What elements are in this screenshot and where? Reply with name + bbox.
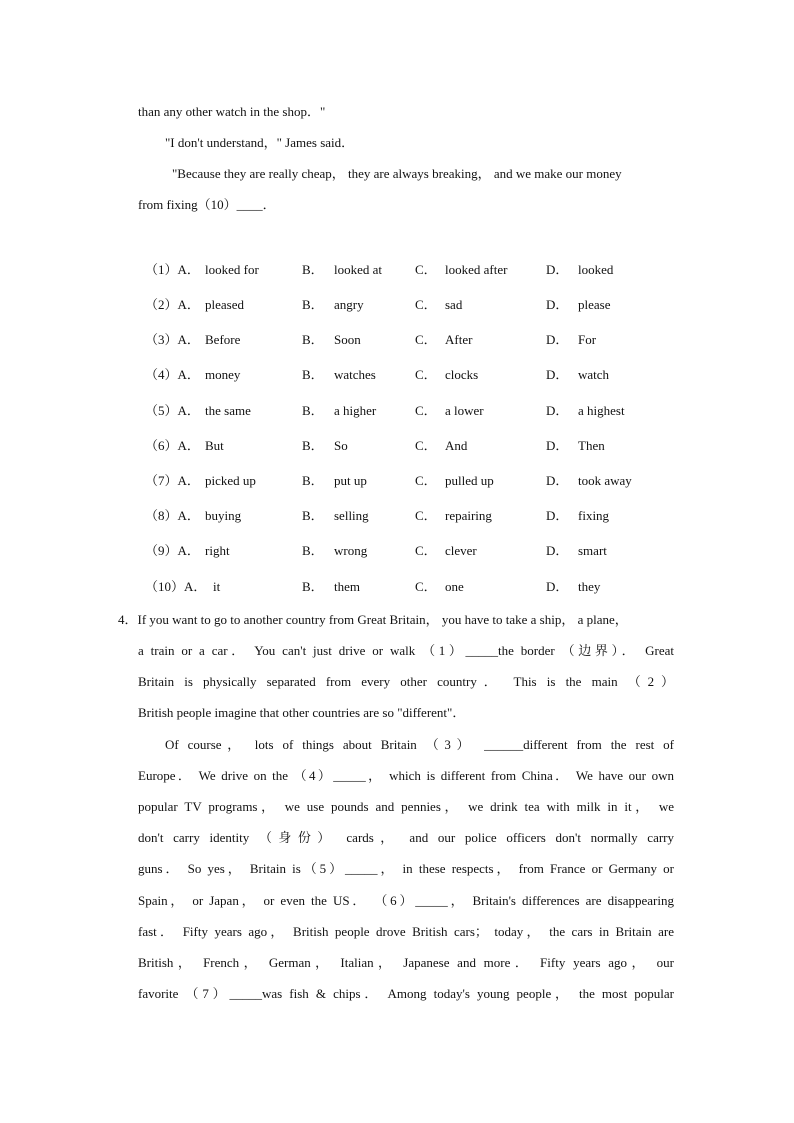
option-letter: C． — [415, 367, 437, 382]
option-text: repairing — [445, 508, 492, 523]
option-letter: D． — [546, 367, 569, 382]
option-text: money — [205, 367, 241, 382]
option-text: please — [578, 297, 611, 312]
story-line: "I don't understand，" James said． — [165, 135, 355, 150]
option-row — [145, 473, 705, 489]
option-letter: D． — [546, 473, 569, 488]
option-text: For — [578, 332, 597, 347]
option-row — [145, 332, 705, 348]
question-4-line: Spain， or Japan， or even the US． （6）_____， Britain's differences are disappearing — [138, 893, 674, 908]
option-text: looked for — [205, 262, 259, 277]
option-row — [145, 403, 705, 419]
option-letter: D． — [546, 438, 569, 453]
option-number: （2）A． — [145, 297, 200, 312]
option-letter: B． — [302, 367, 324, 382]
option-text: a lower — [445, 403, 484, 418]
story-line: from fixing（10）____． — [138, 197, 276, 212]
option-letter: D． — [546, 543, 569, 558]
option-letter: B． — [302, 473, 324, 488]
option-text: buying — [205, 508, 242, 523]
option-number: （8）A． — [145, 508, 200, 523]
option-text: So — [334, 438, 348, 453]
question-4-line: Britain is physically separated from every other country． This is the main （2） — [138, 674, 674, 689]
question-4-line: don't carry identity （身份） cards， and our police officers don't normally carry — [138, 830, 674, 845]
option-letter: D． — [546, 297, 569, 312]
option-text: Before — [205, 332, 241, 347]
question-4-line: Europe． We drive on the （4）_____， which is different from China． We have our own — [138, 768, 674, 783]
option-letter: B． — [302, 543, 324, 558]
option-text: watches — [334, 367, 376, 382]
option-letter: C． — [415, 332, 437, 347]
option-text: picked up — [205, 473, 256, 488]
option-row — [145, 579, 705, 595]
option-text: they — [578, 579, 601, 594]
option-letter: C． — [415, 297, 437, 312]
option-number: （4）A． — [145, 367, 200, 382]
option-letter: D． — [546, 262, 569, 277]
option-text: took away — [578, 473, 632, 488]
option-text: Then — [578, 438, 605, 453]
option-letter: B． — [302, 332, 324, 347]
question-4-line: a train or a car． You can't just drive or walk （1）_____the border （边界）． Great — [138, 643, 674, 658]
option-letter: C． — [415, 579, 437, 594]
option-number: （9）A． — [145, 543, 200, 558]
option-text: After — [445, 332, 473, 347]
option-number: （5）A． — [145, 403, 200, 418]
option-text: smart — [578, 543, 607, 558]
option-text: sad — [445, 297, 463, 312]
option-number: （3）A． — [145, 332, 200, 347]
option-letter: D． — [546, 332, 569, 347]
question-4-line: fast． Fifty years ago， British people drove British cars； today， the cars in Britain are — [138, 924, 674, 939]
option-text: wrong — [334, 543, 368, 558]
option-letter: C． — [415, 543, 437, 558]
option-letter: C． — [415, 508, 437, 523]
option-text: pleased — [205, 297, 244, 312]
question-4-line: Of course， lots of things about Britain （3） ______different from the rest of — [165, 737, 674, 752]
option-letter: D． — [546, 508, 569, 523]
option-row — [145, 367, 705, 383]
option-row — [145, 262, 705, 278]
option-letter: B． — [302, 508, 324, 523]
option-text: clocks — [445, 367, 479, 382]
question-4-line: 4．If you want to go to another country from Great Britain， you have to take a ship， a plane， — [118, 612, 628, 627]
option-text: watch — [578, 367, 610, 382]
option-text: looked at — [334, 262, 383, 277]
option-number: （6）A． — [145, 438, 200, 453]
option-text: selling — [334, 508, 369, 523]
option-letter: D． — [546, 403, 569, 418]
option-number: （10）A． — [145, 579, 207, 594]
option-letter: C． — [415, 262, 437, 277]
option-letter: B． — [302, 438, 324, 453]
option-letter: B． — [302, 297, 324, 312]
option-letter: D． — [546, 579, 569, 594]
option-text: And — [445, 438, 468, 453]
option-text: right — [205, 543, 230, 558]
option-row — [145, 297, 705, 313]
option-letter: C． — [415, 403, 437, 418]
option-text: a highest — [578, 403, 625, 418]
option-letter: B． — [302, 579, 324, 594]
option-row — [145, 508, 705, 524]
option-text: Soon — [334, 332, 361, 347]
option-letter: C． — [415, 473, 437, 488]
question-4-line: favorite （7）_____was fish & chips． Among today's young people， the most popular — [138, 986, 674, 1001]
option-letter: B． — [302, 262, 324, 277]
question-4-line: guns． So yes， Britain is（5）_____， in these respects， from France or Germany or — [138, 861, 674, 876]
option-text: the same — [205, 403, 251, 418]
option-text: it — [213, 579, 221, 594]
option-text: looked after — [445, 262, 508, 277]
story-line: "Because they are really cheap， they are always breaking， and we make our money — [172, 166, 622, 181]
question-4-line: British， French， German， Italian， Japanese and more． Fifty years ago， our — [138, 955, 674, 970]
option-text: fixing — [578, 508, 610, 523]
option-text: one — [445, 579, 464, 594]
option-row — [145, 438, 705, 454]
option-text: But — [205, 438, 224, 453]
option-letter: B． — [302, 403, 324, 418]
question-4-line: British people imagine that other countries are so "different"． — [138, 705, 466, 720]
option-text: looked — [578, 262, 614, 277]
option-text: pulled up — [445, 473, 494, 488]
question-4-line: popular TV programs， we use pounds and pennies， we drink tea with milk in it， we — [138, 799, 674, 814]
option-row — [145, 543, 705, 559]
story-line: than any other watch in the shop．" — [138, 104, 326, 119]
option-number: （7）A． — [145, 473, 200, 488]
option-text: them — [334, 579, 360, 594]
option-letter: C． — [415, 438, 437, 453]
option-text: angry — [334, 297, 364, 312]
option-number: （1）A． — [145, 262, 200, 277]
option-text: a higher — [334, 403, 377, 418]
option-text: clever — [445, 543, 477, 558]
option-text: put up — [334, 473, 367, 488]
